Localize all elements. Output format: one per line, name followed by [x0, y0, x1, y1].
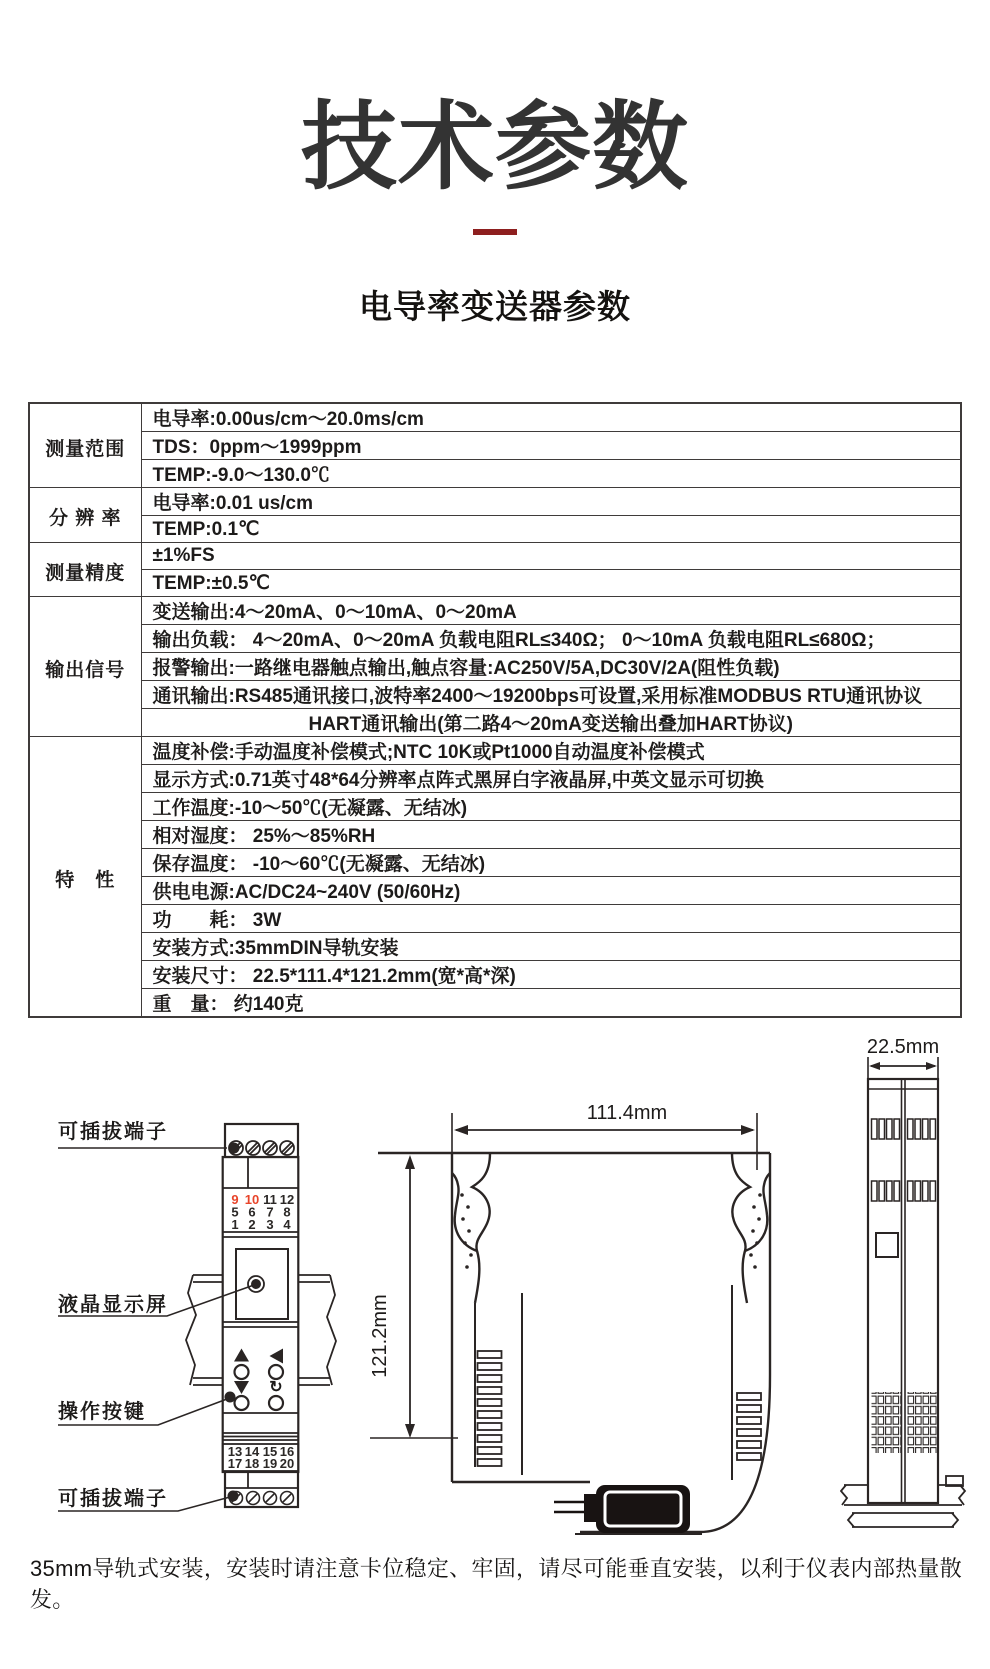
spec-row-value: 相对湿度： 25%～85%RH — [141, 821, 961, 849]
spec-row-value: 安装方式:35mmDIN导轨安装 — [141, 933, 961, 961]
device-silhouette — [378, 1153, 770, 1532]
spec-row-value: TEMP:-9.0～130.0℃ — [141, 460, 961, 488]
dim-height — [369, 1155, 458, 1438]
terminal-number: 16 — [279, 1444, 295, 1459]
front-view-drawing — [30, 1035, 350, 1540]
terminal-number: 4 — [283, 1217, 291, 1232]
terminal-number: 5 — [231, 1204, 239, 1220]
end-body — [868, 1079, 938, 1503]
spec-row-value: 电导率:0.01 us/cm — [141, 488, 961, 516]
terminal-number: 10 — [244, 1192, 260, 1207]
spec-row-value: HART通讯输出(第二路4～20mA变送输出叠加HART协议) — [141, 709, 961, 737]
spec-row-value: 显示方式:0.71英寸48*64分辨率点阵式黑屏白字液晶屏,中英文显示可切换 — [141, 765, 961, 793]
spec-row-value: 功 耗： 3W — [141, 905, 961, 933]
spec-row-value: 报警输出:一路继电器触点输出,触点容量:AC250V/5A,DC30V/2A(阻性负载) — [141, 653, 961, 681]
label-pluggable-terminal-bottom: 可插拔端子 — [58, 1488, 168, 1510]
terminal-number: 2 — [248, 1217, 256, 1232]
spec-group-label: 输出信号 — [29, 597, 141, 737]
spec-group-label: 测量精度 — [29, 543, 141, 597]
terminal-number: 3 — [266, 1217, 274, 1232]
terminal-number: 1 — [231, 1217, 239, 1232]
spec-row-value: 供电电源:AC/DC24~240V (50/60Hz) — [141, 877, 961, 905]
module-body — [223, 1124, 299, 1507]
spec-row-value: 输出负载： 4～20mA、0～20mA 负载电阻RL≤340Ω； 0～10mA 负载电阻RL≤680Ω； — [141, 625, 961, 653]
terminal-block-bottom — [225, 1472, 298, 1507]
terminal-number: 17 — [227, 1456, 243, 1471]
section-subtitle: 电导率变送器参数 — [359, 288, 631, 325]
dim-width-label: 111.4mm — [586, 1102, 668, 1124]
dim-depth-label: 22.5mm — [866, 1036, 940, 1058]
spec-group-label: 特 性 — [29, 737, 141, 1018]
spec-group-label: 测量范围 — [29, 403, 141, 488]
spec-row-value: 工作温度:-10～50℃(无凝露、无结冰) — [141, 793, 961, 821]
spec-row-value: TEMP:±0.5℃ — [141, 570, 961, 597]
spec-row-value: TDS：0ppm～1999ppm — [141, 432, 961, 460]
terminal-number: 14 — [244, 1444, 260, 1459]
side-view-drawing — [340, 1035, 800, 1540]
terminal-number: 11 — [263, 1192, 277, 1207]
dim-depth — [867, 1036, 939, 1085]
title-accent-dash — [473, 229, 517, 235]
spec-row-value: 保存温度： -10～60℃(无凝露、无结冰) — [141, 849, 961, 877]
lcd-screen — [236, 1249, 288, 1319]
terminal-number: 19 — [262, 1456, 278, 1471]
label-buttons: 操作按键 — [58, 1401, 146, 1423]
spec-row-value: 变送输出:4～20mA、0～10mA、0～20mA — [141, 597, 961, 625]
label-pluggable-terminal-top: 可插拔端子 — [58, 1121, 168, 1143]
terminal-number: 18 — [244, 1456, 260, 1471]
spec-row-value: 通讯输出:RS485通讯接口,波特率2400～19200bps可设置,采用标准MODBUS RTU通讯协议 — [141, 681, 961, 709]
spec-row-value: 重 量： 约140克 — [141, 989, 961, 1018]
terminal-number: 8 — [283, 1204, 291, 1220]
claw-texture-dots — [460, 1193, 762, 1269]
dim-height-label: 121.2mm — [369, 1294, 391, 1378]
spec-table — [28, 402, 962, 1018]
vent-slats — [478, 1351, 762, 1466]
spec-row-value: 安装尺寸： 22.5*111.4*121.2mm(宽*高*深) — [141, 961, 961, 989]
terminal-number: 13 — [227, 1444, 243, 1459]
terminal-number: 7 — [266, 1204, 274, 1220]
spec-row-value: 温度补偿:手动温度补偿模式;NTC 10K或Pt1000自动温度补偿模式 — [141, 737, 961, 765]
terminal-number: 12 — [279, 1192, 295, 1207]
dim-width — [452, 1102, 757, 1170]
label-lcd: 液晶显示屏 — [58, 1294, 168, 1316]
spec-row-value: ±1%FS — [141, 543, 961, 570]
rotate-icon: ↻ — [269, 1379, 283, 1396]
spec-row-value: 电导率:0.00us/cm～20.0ms/cm — [141, 403, 961, 432]
power-connector — [554, 1485, 702, 1534]
terminal-number: 6 — [248, 1204, 256, 1220]
terminal-number: 15 — [262, 1444, 278, 1459]
installation-note: 35mm导轨式安装，安装时请注意卡位稳定、牢固，请尽可能垂直安装，以利于仪表内部热量散发。 — [30, 1556, 963, 1612]
page-title: 技术参数 — [301, 94, 689, 201]
end-view-drawing — [840, 1035, 990, 1540]
spec-group-label: 分 辨 率 — [29, 488, 141, 543]
spec-row-value: TEMP:0.1℃ — [141, 516, 961, 543]
terminal-number: 9 — [231, 1192, 239, 1207]
terminal-number: 20 — [279, 1456, 295, 1471]
